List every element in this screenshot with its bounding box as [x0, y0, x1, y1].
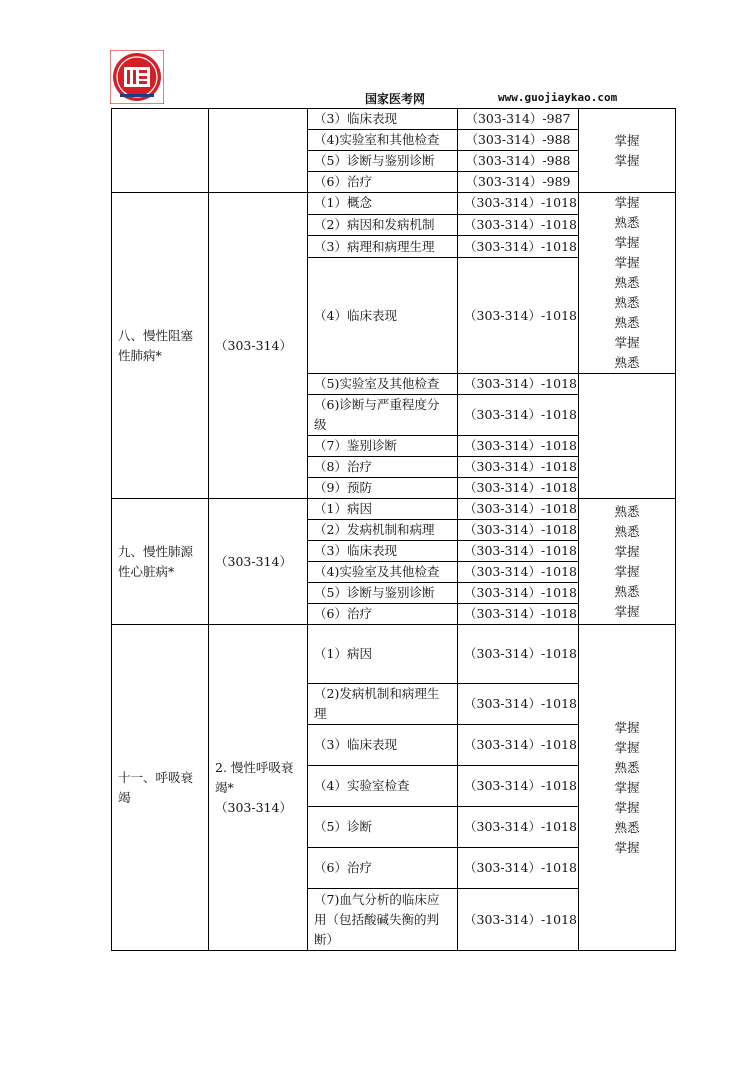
code-cell: （303-314）-1018 — [458, 499, 579, 520]
syllabus-table — [111, 108, 676, 951]
item-cell: （9）预防 — [308, 478, 458, 499]
requirement-cell — [579, 625, 676, 951]
item-cell: （4）临床表现 — [308, 258, 458, 374]
item-cell: （1）病因 — [308, 625, 458, 684]
requirement-level: 掌握 — [614, 132, 640, 148]
code-cell: （303-314）-1018 — [458, 236, 579, 258]
code-cell: （303-314）-989 — [458, 172, 579, 193]
topic-cell: 十一、呼吸衰竭 — [112, 625, 209, 951]
item-cell: （1）概念 — [308, 193, 458, 215]
site-url[interactable]: www.guojiaykao.com — [498, 91, 618, 104]
requirement-cell — [579, 109, 676, 193]
requirement-level: 掌握 — [614, 779, 640, 795]
table-row — [112, 193, 676, 215]
topic-cell: 九、慢性肺源性心脏病* — [112, 499, 209, 625]
code-cell: （303-314）-988 — [458, 130, 579, 151]
requirement-level: 掌握 — [614, 603, 640, 619]
subtopic-cell — [209, 625, 308, 951]
code-cell: （303-314）-1018 — [458, 583, 579, 604]
requirement-level: 熟悉 — [614, 523, 640, 539]
item-cell: （6）治疗 — [308, 848, 458, 889]
requirement-level: 熟悉 — [614, 819, 640, 835]
requirement-level: 熟悉 — [614, 295, 640, 310]
range-cell: （303-314） — [209, 193, 308, 499]
requirement-level: 掌握 — [614, 799, 640, 815]
requirement-cell-empty — [579, 374, 676, 499]
item-cell: （4)实验室及其他检查 — [308, 562, 458, 583]
range-cell-empty — [209, 109, 308, 193]
code-cell: （303-314）-1018 — [458, 807, 579, 848]
requirement-level: 掌握 — [614, 152, 640, 168]
requirement-level: 掌握 — [614, 195, 640, 210]
requirement-level: 熟悉 — [614, 583, 640, 599]
item-cell: （5）诊断与鉴别诊断 — [308, 151, 458, 172]
code-cell: （303-314）-1018 — [458, 541, 579, 562]
site-name: 国家医考网 — [365, 92, 426, 106]
code-cell: （303-314）-988 — [458, 151, 579, 172]
item-cell: （5）诊断与鉴别诊断 — [308, 583, 458, 604]
requirement-level: 熟悉 — [614, 355, 640, 370]
code-cell: （303-314）-1018 — [458, 520, 579, 541]
code-cell: （303-314）-1018 — [458, 684, 579, 725]
item-cell: （3）临床表现 — [308, 109, 458, 130]
table-row — [112, 499, 676, 520]
item-cell: （5）诊断 — [308, 807, 458, 848]
code-cell: （303-314）-1018 — [458, 258, 579, 374]
code-cell: （303-314）-1018 — [458, 374, 579, 395]
requirement-level: 掌握 — [614, 563, 640, 579]
item-cell: （6)诊断与严重程度分级 — [308, 395, 458, 436]
requirement-level: 熟悉 — [614, 759, 640, 775]
logo-icon — [110, 50, 164, 104]
range-cell: （303-314） — [209, 499, 308, 625]
item-cell: （7)血气分析的临床应用（包括酸碱失衡的判断） — [308, 889, 458, 951]
topic-cell: 八、慢性阻塞性肺病* — [112, 193, 209, 499]
item-cell: （7）鉴别诊断 — [308, 436, 458, 457]
code-cell: （303-314）-1018 — [458, 562, 579, 583]
code-cell: （303-314）-1018 — [458, 478, 579, 499]
item-cell: （3）临床表现 — [308, 541, 458, 562]
code-cell: （303-314）-1018 — [458, 395, 579, 436]
requirement-level: 熟悉 — [614, 315, 640, 330]
item-cell: （2）发病机制和病理 — [308, 520, 458, 541]
topic-cell-empty — [112, 109, 209, 193]
code-cell: （303-314）-1018 — [458, 725, 579, 766]
code-cell: （303-314）-1018 — [458, 214, 579, 236]
item-cell: （6）治疗 — [308, 172, 458, 193]
requirement-level: 掌握 — [614, 235, 640, 250]
item-cell: （4）实验室检查 — [308, 766, 458, 807]
requirement-level: 熟悉 — [614, 215, 640, 230]
code-cell: （303-314）-1018 — [458, 848, 579, 889]
code-cell: （303-314）-1018 — [458, 604, 579, 625]
item-cell: （2）病因和发病机制 — [308, 214, 458, 236]
code-cell: （303-314）-1018 — [458, 193, 579, 215]
requirement-level: 掌握 — [614, 255, 640, 270]
requirement-level: 熟悉 — [614, 503, 640, 519]
requirement-level: 掌握 — [614, 739, 640, 755]
subtopic-title: 2. 慢性呼吸衰竭* — [215, 759, 294, 795]
code-cell: （303-314）-987 — [458, 109, 579, 130]
table-row — [112, 625, 676, 684]
item-cell: （3）病理和病理生理 — [308, 236, 458, 258]
requirement-cell — [579, 499, 676, 625]
requirement-level: 掌握 — [614, 543, 640, 559]
subtopic-range: （303-314） — [215, 799, 292, 815]
code-cell: （303-314）-1018 — [458, 766, 579, 807]
item-cell: （8）治疗 — [308, 457, 458, 478]
requirement-level: 掌握 — [614, 335, 640, 350]
requirement-level: 掌握 — [614, 719, 640, 735]
item-cell: （6）治疗 — [308, 604, 458, 625]
code-cell: （303-314）-1018 — [458, 889, 579, 951]
item-cell: （1）病因 — [308, 499, 458, 520]
requirement-cell — [579, 193, 676, 374]
code-cell: （303-314）-1018 — [458, 436, 579, 457]
item-cell: （4)实验室和其他检查 — [308, 130, 458, 151]
requirement-level: 熟悉 — [614, 275, 640, 290]
code-cell: （303-314）-1018 — [458, 625, 579, 684]
item-cell: （5)实验室及其他检查 — [308, 374, 458, 395]
table-row — [112, 109, 676, 130]
requirement-level: 掌握 — [614, 839, 640, 855]
item-cell: （2)发病机制和病理生理 — [308, 684, 458, 725]
code-cell: （303-314）-1018 — [458, 457, 579, 478]
item-cell: （3）临床表现 — [308, 725, 458, 766]
